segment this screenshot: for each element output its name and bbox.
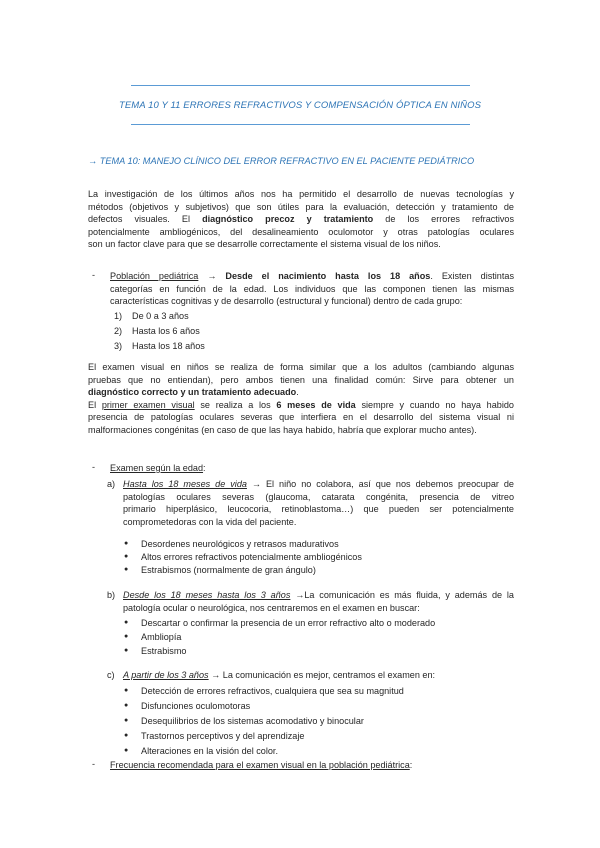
list-item: Ambliopía xyxy=(141,632,182,642)
examen-line: malformaciones congénitas (en caso de que las haya habido, habría que explorar mucho antes). xyxy=(88,424,477,435)
list-letter: a) xyxy=(107,479,116,489)
examen-line: pruebas que no entiendan), pero ambos tienen una finalidad común: Sirve para obtener un xyxy=(88,374,514,385)
list-item: Detección de errores refractivos, cualquiera que sea su magnitud xyxy=(141,686,404,696)
section-label: Examen según la edad xyxy=(110,463,204,473)
list-letter: c) xyxy=(107,670,115,680)
list-item: Trastornos perceptivos y del aprendizaje xyxy=(141,731,305,741)
age-b-block xyxy=(123,589,514,614)
poblacion-line: categorías en función de la edad. Los individuos que las componen tienen las mismas xyxy=(110,283,514,294)
list-item: Desordenes neurológicos y retrasos madurativos xyxy=(141,539,339,549)
bullet-icon: ● xyxy=(124,566,129,573)
bold-text: diagnóstico correcto y un tratamiento adecuado xyxy=(88,387,297,397)
poblacion-line: Población pediátrica → Desde el nacimiento hasta los 18 años. Existen distintas xyxy=(110,271,514,281)
section-subtitle: → TEMA 10: MANEJO CLÍNICO DEL ERROR REFRACTIVO EN EL PACIENTE PEDIÁTRICO xyxy=(88,156,475,166)
bullet-icon: ● xyxy=(124,702,129,709)
list-item: Desequilibrios de los sistemas acomodativo y binocular xyxy=(141,716,364,726)
examen-line: El primer examen visual se realiza a los 6 meses de vida siempre y cuando no haya habido xyxy=(88,399,514,410)
examen-line: diagnóstico correcto y un tratamiento adecuado. xyxy=(88,387,299,397)
list-item: De 0 a 3 años xyxy=(132,311,189,321)
list-item: Hasta los 6 años xyxy=(132,326,200,336)
list-item: Descartar o confirmar la presencia de un error refractivo alto o moderado xyxy=(141,618,436,628)
intro-paragraph xyxy=(88,188,514,251)
age-a-line: patologías oculares severas (glaucoma, catarata congénita, presencia de vitreo xyxy=(123,491,514,502)
list-item: Alteraciones en la visión del color. xyxy=(141,746,278,756)
intro-line: métodos (objetivos y subjetivos) que son útiles para la evaluación, detección y tratamiento de xyxy=(88,201,514,212)
poblacion-line: características cognitivas y de desarrollo (estructural y funcional) dentro de cada grupo: xyxy=(110,296,463,306)
bullet-icon: ● xyxy=(124,687,129,694)
bottom-rule xyxy=(131,124,470,125)
bullet-icon: ● xyxy=(124,553,129,560)
list-item: Disfunciones oculomotoras xyxy=(141,701,251,711)
age-a-block xyxy=(123,478,514,528)
age-b-line: Desde los 18 meses hasta los 3 años →La comunicación es más fluida, y además de la xyxy=(123,590,514,600)
bullet-icon: ● xyxy=(124,717,129,724)
age-label: Hasta los 18 meses de vida xyxy=(123,479,247,489)
age-b-line: patología ocular o neurológica, nos centraremos en el examen en buscar: xyxy=(123,602,420,613)
list-dash: - xyxy=(92,759,96,769)
bullet-icon: ● xyxy=(124,540,129,547)
list-dash: - xyxy=(92,462,96,472)
intro-line: son un factor clave para que se desarrolle correctamente el sistema visual de los niños. xyxy=(88,239,441,249)
bold-text: 6 meses de vida xyxy=(276,399,356,410)
list-number: 2) xyxy=(114,326,123,336)
age-c-line: A partir de los 3 años → La comunicación es mejor, centramos el examen en: xyxy=(123,670,436,680)
list-item: Hasta los 18 años xyxy=(132,341,205,351)
list-number: 3) xyxy=(114,341,123,351)
top-rule xyxy=(131,85,470,86)
underlined-text: primer examen visual xyxy=(101,399,195,410)
section-heading: Frecuencia recomendada para el examen visual en la población pediátrica: xyxy=(110,760,413,770)
section-label: Población pediátrica xyxy=(110,271,199,281)
examen-line: presencia de patologías oculares severas que interfiera en el desarrollo del sistema visual ni xyxy=(88,412,514,422)
examen-paragraph xyxy=(88,361,514,436)
age-a-line: comprometedoras con la vida del paciente. xyxy=(123,516,297,527)
bold-text: Desde el nacimiento hasta los 18 años xyxy=(225,271,431,281)
intro-line: potencialmente ambliogénicos, del desalineamiento oculomotor y otras patologías oculares xyxy=(88,226,514,237)
intro-line: La investigación de los últimos años nos ha permitido el desarrollo de nuevas tecnologías y xyxy=(88,189,514,199)
bold-text: diagnóstico precoz y tratamiento xyxy=(202,214,374,224)
list-item: Estrabismo xyxy=(141,646,187,656)
section-heading: Examen según la edad: xyxy=(110,463,206,473)
section-label: Frecuencia recomendada para el examen visual en la población pediátrica xyxy=(110,760,410,770)
list-item: Estrabismos (normalmente de gran ángulo) xyxy=(141,565,316,575)
age-label: A partir de los 3 años xyxy=(123,670,209,680)
age-a-line: Hasta los 18 meses de vida → El niño no colabora, así que nos debemos preocupar de xyxy=(123,479,514,489)
bullet-icon: ● xyxy=(124,633,129,640)
poblacion-block xyxy=(110,270,514,308)
age-c-block xyxy=(123,669,514,682)
age-a-line: primario hiperplásico, leucocoria, retinoblastoma…) que pueden ser potencialmente xyxy=(123,504,514,514)
age-label: Desde los 18 meses hasta los 3 años xyxy=(123,590,291,600)
document-title: TEMA 10 Y 11 ERRORES REFRACTIVOS Y COMPENSACIÓN ÓPTICA EN NIÑOS xyxy=(118,100,482,111)
bullet-icon: ● xyxy=(124,747,129,754)
list-number: 1) xyxy=(114,311,123,321)
bullet-icon: ● xyxy=(124,619,129,626)
bullet-icon: ● xyxy=(124,647,129,654)
intro-line: defectos visuales. El diagnóstico precoz y tratamiento de los errores refractivos xyxy=(88,214,514,224)
list-letter: b) xyxy=(107,590,116,600)
list-dash: - xyxy=(92,270,96,280)
bullet-icon: ● xyxy=(124,732,129,739)
list-item: Altos errores refractivos potencialmente ambliogénicos xyxy=(141,552,362,562)
examen-line: El examen visual en niños se realiza de forma similar que a los adultos (cambiando algunas xyxy=(88,362,514,372)
